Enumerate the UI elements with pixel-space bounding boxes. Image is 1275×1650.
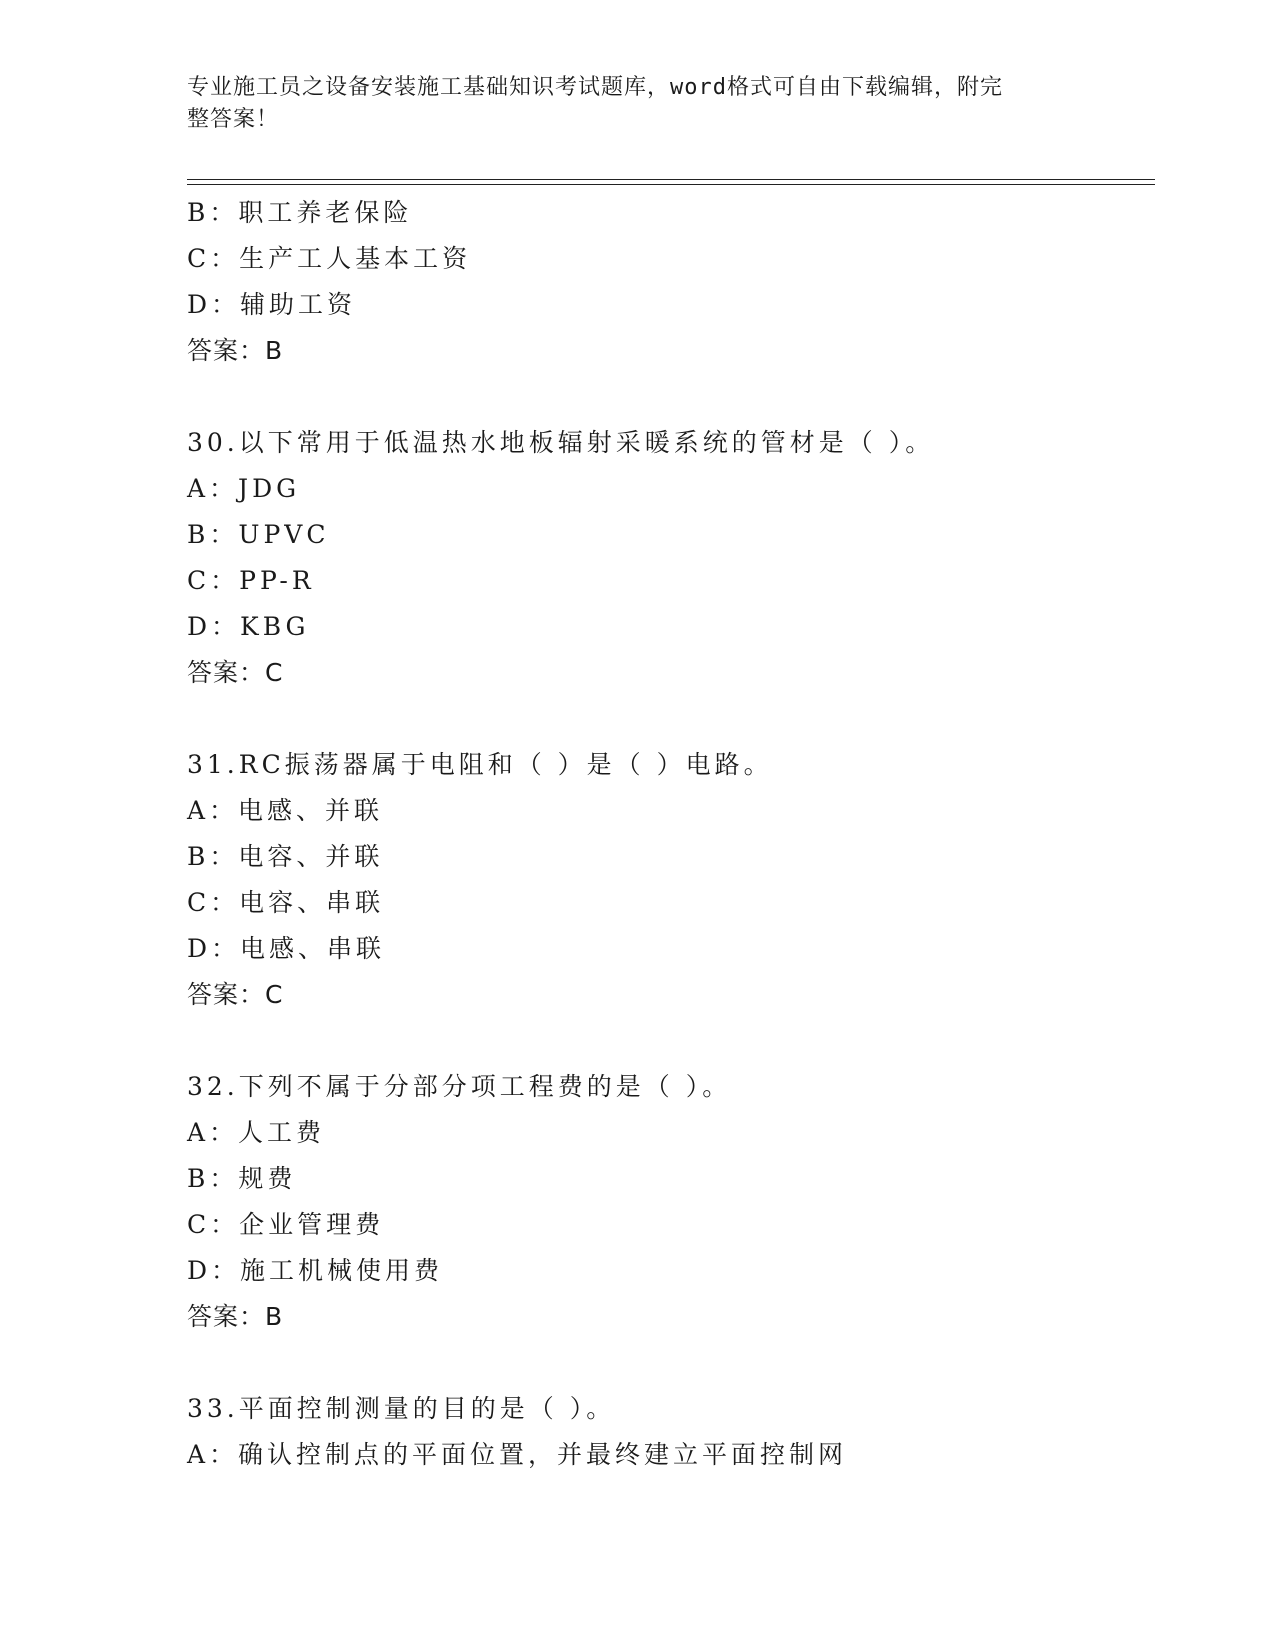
question-block-32	[187, 1064, 1147, 1340]
option-b: B：职工养老保险	[187, 198, 413, 227]
header-divider-top	[187, 179, 1155, 180]
option-c: C：生产工人基本工资	[187, 244, 472, 273]
option-b: B：规费	[187, 1164, 297, 1193]
option-c: C：电容、串联	[187, 888, 385, 917]
option-b: B：UPVC	[187, 520, 330, 549]
question-text: 31.RC振荡器属于电阻和（ ）是（ ）电路。	[187, 750, 773, 779]
option-c: C：PP-R	[187, 566, 315, 595]
header-divider-bottom	[187, 184, 1155, 185]
option-d: D：KBG	[187, 612, 310, 641]
question-text: 32.下列不属于分部分项工程费的是（ ）。	[187, 1072, 732, 1101]
answer: 答案：B	[187, 1302, 284, 1331]
option-d: D：电感、串联	[187, 934, 386, 963]
option-a: A：JDG	[187, 474, 301, 503]
question-block-33	[187, 1386, 1147, 1478]
question-text: 30.以下常用于低温热水地板辐射采暖系统的管材是（ ）。	[187, 428, 935, 457]
option-a: A：确认控制点的平面位置，并最终建立平面控制网	[187, 1440, 848, 1469]
option-d: D：施工机械使用费	[187, 1256, 444, 1285]
option-d: D：辅助工资	[187, 290, 357, 319]
question-block-30	[187, 420, 1147, 696]
answer: 答案：C	[187, 658, 284, 687]
option-a: A：电感、并联	[187, 796, 384, 825]
question-text: 33.平面控制测量的目的是（ ）。	[187, 1394, 616, 1423]
document-header	[187, 72, 1067, 136]
answer: 答案：C	[187, 980, 284, 1009]
option-a: A：人工费	[187, 1118, 326, 1147]
header-line-1: 专业施工员之设备安装施工基础知识考试题库，word格式可自由下载编辑，附完	[187, 75, 1003, 100]
option-c: C：企业管理费	[187, 1210, 385, 1239]
question-block-29	[187, 190, 1147, 374]
header-line-2: 整答案！	[187, 107, 280, 132]
question-list	[187, 190, 1147, 1478]
answer: 答案：B	[187, 336, 284, 365]
question-block-31	[187, 742, 1147, 1018]
option-b: B：电容、并联	[187, 842, 384, 871]
